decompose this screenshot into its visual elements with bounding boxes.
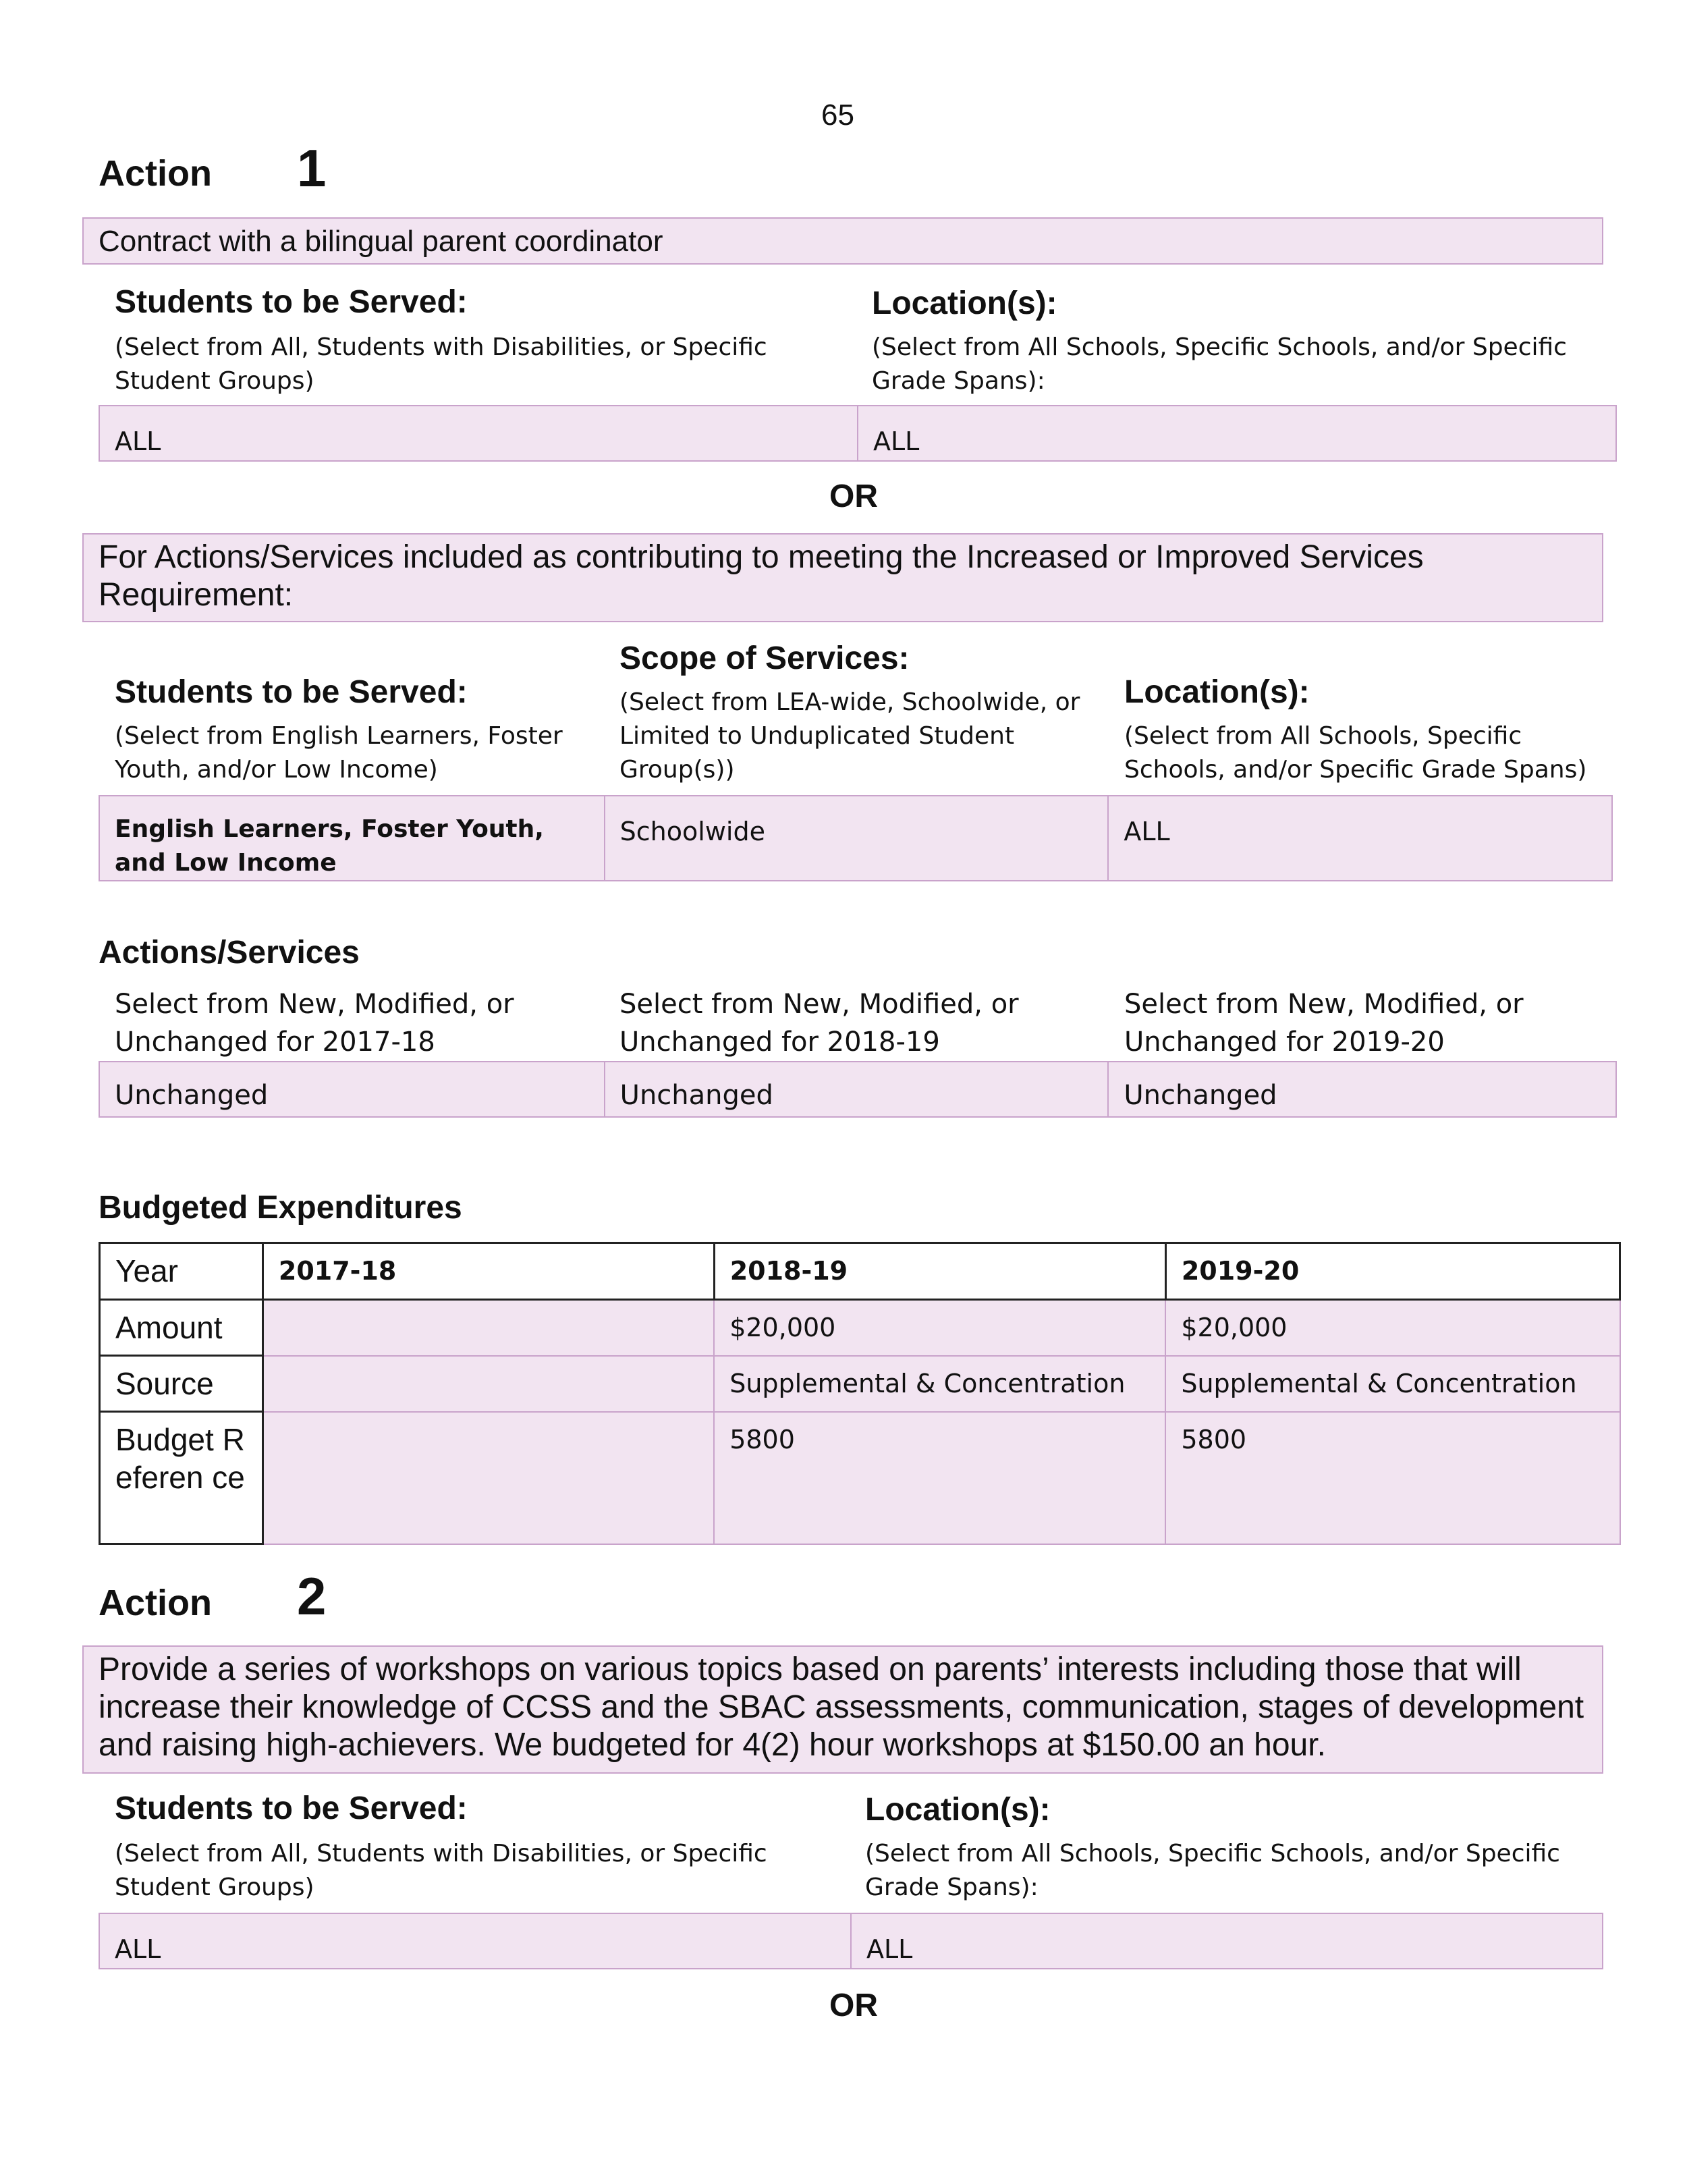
inc-location-instructions: (Select from All Schools, Specific Schools, and/or Specific Grade Spans) [1124, 722, 1587, 784]
budget-source [262, 1356, 714, 1412]
budget-year: 2019-20 [1165, 1243, 1620, 1300]
inc-students-heading: Students to be Served: [115, 674, 468, 710]
inc-location-heading: Location(s): [1124, 674, 1310, 710]
students-heading: Students to be Served: [115, 1791, 468, 1826]
budget-source: Supplemental & Concentration [714, 1356, 1165, 1412]
budget-row-label: Source [100, 1356, 263, 1412]
budget-amount: $20,000 [714, 1300, 1165, 1356]
budget-reference-row [100, 1412, 1620, 1544]
inc-students-value: English Learners, Foster Youth, and Low Income [115, 815, 544, 877]
as-col-1-value: Unchanged [115, 1080, 269, 1111]
location-instructions: (Select from All Schools, Specific Schools, and/or Specific Grade Spans): [872, 333, 1567, 395]
inc-students-instructions: (Select from English Learners, Foster Youth, and/or Low Income) [115, 722, 563, 784]
budget-year: 2017-18 [262, 1243, 714, 1300]
budget-amount [262, 1300, 714, 1356]
budget-reference [262, 1412, 714, 1544]
action-2-label: Action [99, 1583, 212, 1623]
budget-source-row [100, 1356, 1620, 1412]
as-col-2-value: Unchanged [604, 1062, 1108, 1116]
budget-amount-row [100, 1300, 1620, 1356]
budget-reference: 5800 [714, 1412, 1165, 1544]
action-1-number: 1 [297, 138, 327, 198]
budget-source: Supplemental & Concentration [1165, 1356, 1620, 1412]
inc-location-value: ALL [1107, 796, 1611, 880]
page-number: 65 [821, 99, 854, 132]
scope-instructions: (Select from LEA-wide, Schoolwide, or Limited to Unduplicated Student Group(s)) [619, 688, 1080, 784]
budget-year-row [100, 1243, 1620, 1300]
or-divider: OR [829, 479, 878, 514]
location-heading: Location(s): [865, 1792, 1051, 1828]
scope-value: Schoolwide [604, 796, 1108, 880]
scope-heading: Scope of Services: [619, 640, 910, 676]
location-instructions: (Select from All Schools, Specific Schools, and/or Specific Grade Spans): [865, 1840, 1560, 1901]
action-1-description: Contract with a bilingual parent coordinator [82, 217, 1603, 265]
budget-row-label: Budget Referen ce [100, 1412, 263, 1544]
increased-services-values [99, 795, 1613, 881]
actions-services-heading: Actions/Services [99, 935, 360, 971]
location-value: ALL [850, 1914, 1602, 1968]
or-divider: OR [829, 1988, 878, 2023]
as-col-3-value: Unchanged [1107, 1062, 1615, 1116]
action-2-number: 2 [297, 1566, 327, 1626]
students-heading: Students to be Served: [115, 284, 468, 320]
students-value: ALL [115, 1934, 161, 1964]
budget-row-label: Year [100, 1243, 263, 1300]
location-value: ALL [857, 406, 1615, 460]
budget-row-label: Amount [100, 1300, 263, 1356]
budget-table [99, 1242, 1621, 1545]
as-col-2-label: Select from New, Modified, or Unchanged for 2018-19 [619, 989, 1019, 1058]
action-1-label: Action [99, 153, 212, 194]
location-heading: Location(s): [872, 285, 1057, 321]
students-location-values [99, 405, 1617, 462]
budget-reference: 5800 [1165, 1412, 1620, 1544]
students-instructions: (Select from All, Students with Disabilities, or Specific Student Groups) [115, 1840, 767, 1901]
students-instructions: (Select from All, Students with Disabilities, or Specific Student Groups) [115, 333, 767, 395]
as-col-1-label: Select from New, Modified, or Unchanged for 2017-18 [115, 989, 514, 1058]
as-col-3-label: Select from New, Modified, or Unchanged for 2019-20 [1124, 989, 1524, 1058]
students-location-values [99, 1913, 1603, 1969]
action-2-description: Provide a series of workshops on various topics based on parents’ interests including those that will increase their knowledge of CCSS and the SBAC assessments, communication, stages of development and raising high-achievers. We budgeted for 4(2) hour workshops at $150.00 an hour. [82, 1645, 1603, 1774]
students-value: ALL [115, 427, 161, 456]
budget-amount: $20,000 [1165, 1300, 1620, 1356]
budget-year: 2018-19 [714, 1243, 1165, 1300]
increased-services-heading: For Actions/Services included as contributing to meeting the Increased or Improved Services Requirement: [82, 533, 1603, 622]
actions-services-values [99, 1061, 1617, 1118]
budget-heading: Budgeted Expenditures [99, 1190, 462, 1226]
